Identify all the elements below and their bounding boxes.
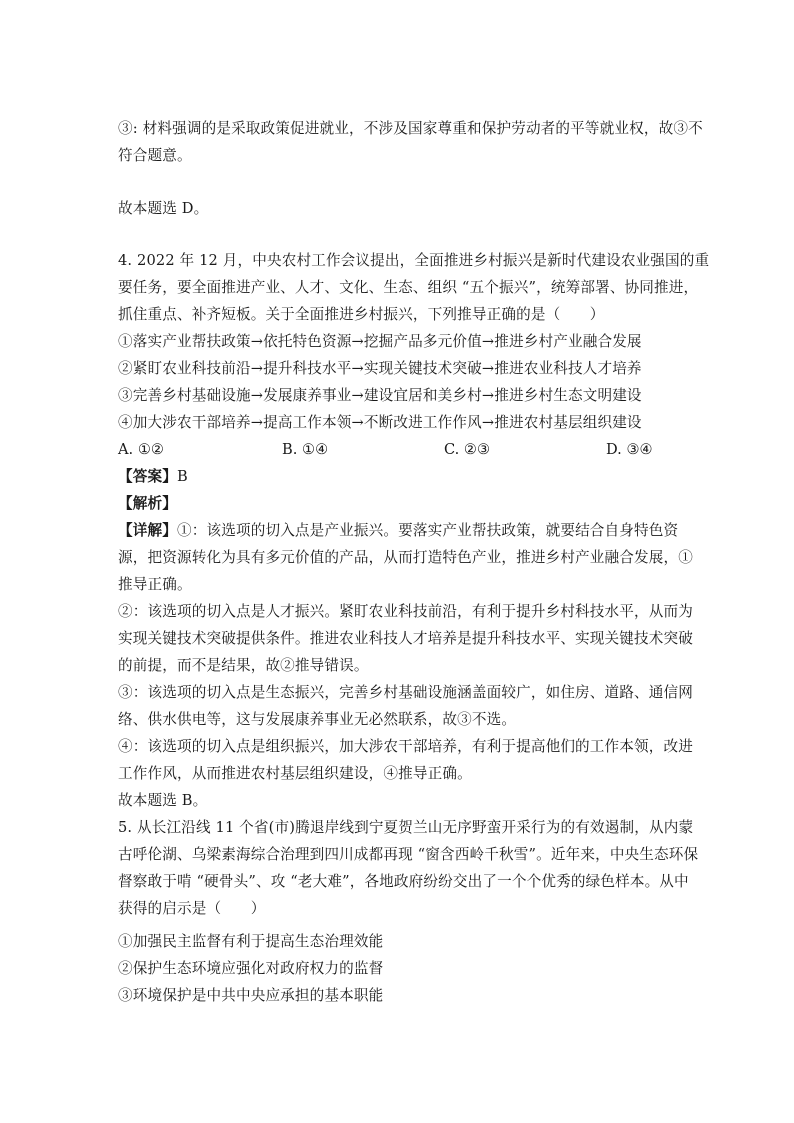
q5-stem-line-3: 督察敢于啃 “硬骨头”、攻 “老大难”，各地政府纷纷交出了一个个优秀的绿色样本。从中 [118,873,689,890]
q4-stem-line-1: 4. 2022 年 12 月，中央农村工作会议提出，全面推进乡村振兴是新时代建设农业强国的重 [118,252,710,269]
q5-statement-3: ③环境保护是中共中央应承担的基本职能 [118,987,384,1004]
q4-statement-1: ①落实产业帮扶政策→依托特色资源→挖掘产品多元价值→推进乡村产业融合发展 [118,333,642,350]
q5-stem-line-1: 5. 从长江沿线 11 个省(市)腾退岸线到宁夏贺兰山无序野蛮开采行为的有效遏制，从内蒙 [118,819,694,836]
answer-value: B [176,468,188,485]
q4-statement-4: ④加大涉农干部培养→提高工作本领→不断改进工作作风→推进农村基层组织建设 [118,414,642,431]
q4-analysis-line-8: 络、供水供电等，这与发展康养事业无必然联系，故③不选。 [118,711,517,728]
q5-statement-2: ②保护生态环境应强化对政府权力的监督 [118,960,384,977]
answer-tag: 【答案】 [118,468,177,485]
analysis-text: ①：该选项的切入点是产业振兴。要落实产业帮扶政策，就要结合自身特色资 [176,522,679,539]
q4-conclusion: 故本题选 B。 [118,792,208,809]
q4-analysis-line-6: 的前提，而不是结果，故②推导错误。 [118,657,369,674]
q4-option-b: B. ①④ [282,441,329,458]
q4-analysis-line-3: 推导正确。 [118,576,192,593]
q4-analysis-line-9: ④：该选项的切入点是组织振兴，加大涉农干部培养，有利于提高他们的工作本领，改进 [118,738,694,755]
q4-analysis-line-2: 源，把资源转化为具有多元价值的产品，从而打造特色产业，推进乡村产业融合发展，① [118,549,694,566]
q4-stem-line-3: 抓住重点、补齐短板。关于全面推进乡村振兴，下列推导正确的是（ ） [118,306,605,323]
q5-stem-line-2: 古呼伦湖、乌梁素海综合治理到四川成都再现 “窗含西岭千秋雪”。近年来，中央生态环保 [118,846,699,863]
q4-answer [118,467,188,487]
intro-conclusion: 故本题选 D。 [118,200,209,217]
q5-statement-1: ①加强民主监督有利于提高生态治理效能 [118,933,384,950]
q4-analysis-line-4: ②：该选项的切入点是人才振兴。紧盯农业科技前沿，有利于提升乡村科技水平，从而为 [118,603,694,620]
q4-statement-3: ③完善乡村基础设施→发展康养事业→建设宜居和美乡村→推进乡村生态文明建设 [118,387,642,404]
q4-option-d: D. ③④ [606,441,653,458]
q4-analysis-line-7: ③：该选项的切入点是生态振兴，完善乡村基础设施涵盖面较广，如住房、道路、通信网 [118,684,694,701]
q4-analysis-line-5: 实现关键技术突破提供条件。推进农业科技人才培养是提升科技水平、实现关键技术突破 [118,630,694,647]
q4-analysis-line-10: 工作作风，从而推进农村基层组织建设，④推导正确。 [118,765,472,782]
q4-stem-line-2: 要任务，要全面推进产业、人才、文化、生态、组织 “五个振兴”，统筹部署、协同推进， [118,279,699,296]
q4-option-c: C. ②③ [444,441,491,458]
q4-statement-2: ②紧盯农业科技前沿→提升科技水平→实现关键技术突破→推进农业科技人才培养 [118,360,642,377]
q4-option-a: A. ①② [118,441,164,458]
q4-analysis-line-1 [118,521,678,541]
detail-tag: 【详解】 [118,522,177,539]
intro-line-2: 符合题意。 [118,147,192,164]
analysis-tag: 【解析】 [118,495,177,512]
intro-line-1: ③: 材料强调的是采取政策促进就业，不涉及国家尊重和保护劳动者的平等就业权，故③不 [118,120,703,137]
q5-stem-line-4: 获得的启示是（ ） [118,900,266,917]
